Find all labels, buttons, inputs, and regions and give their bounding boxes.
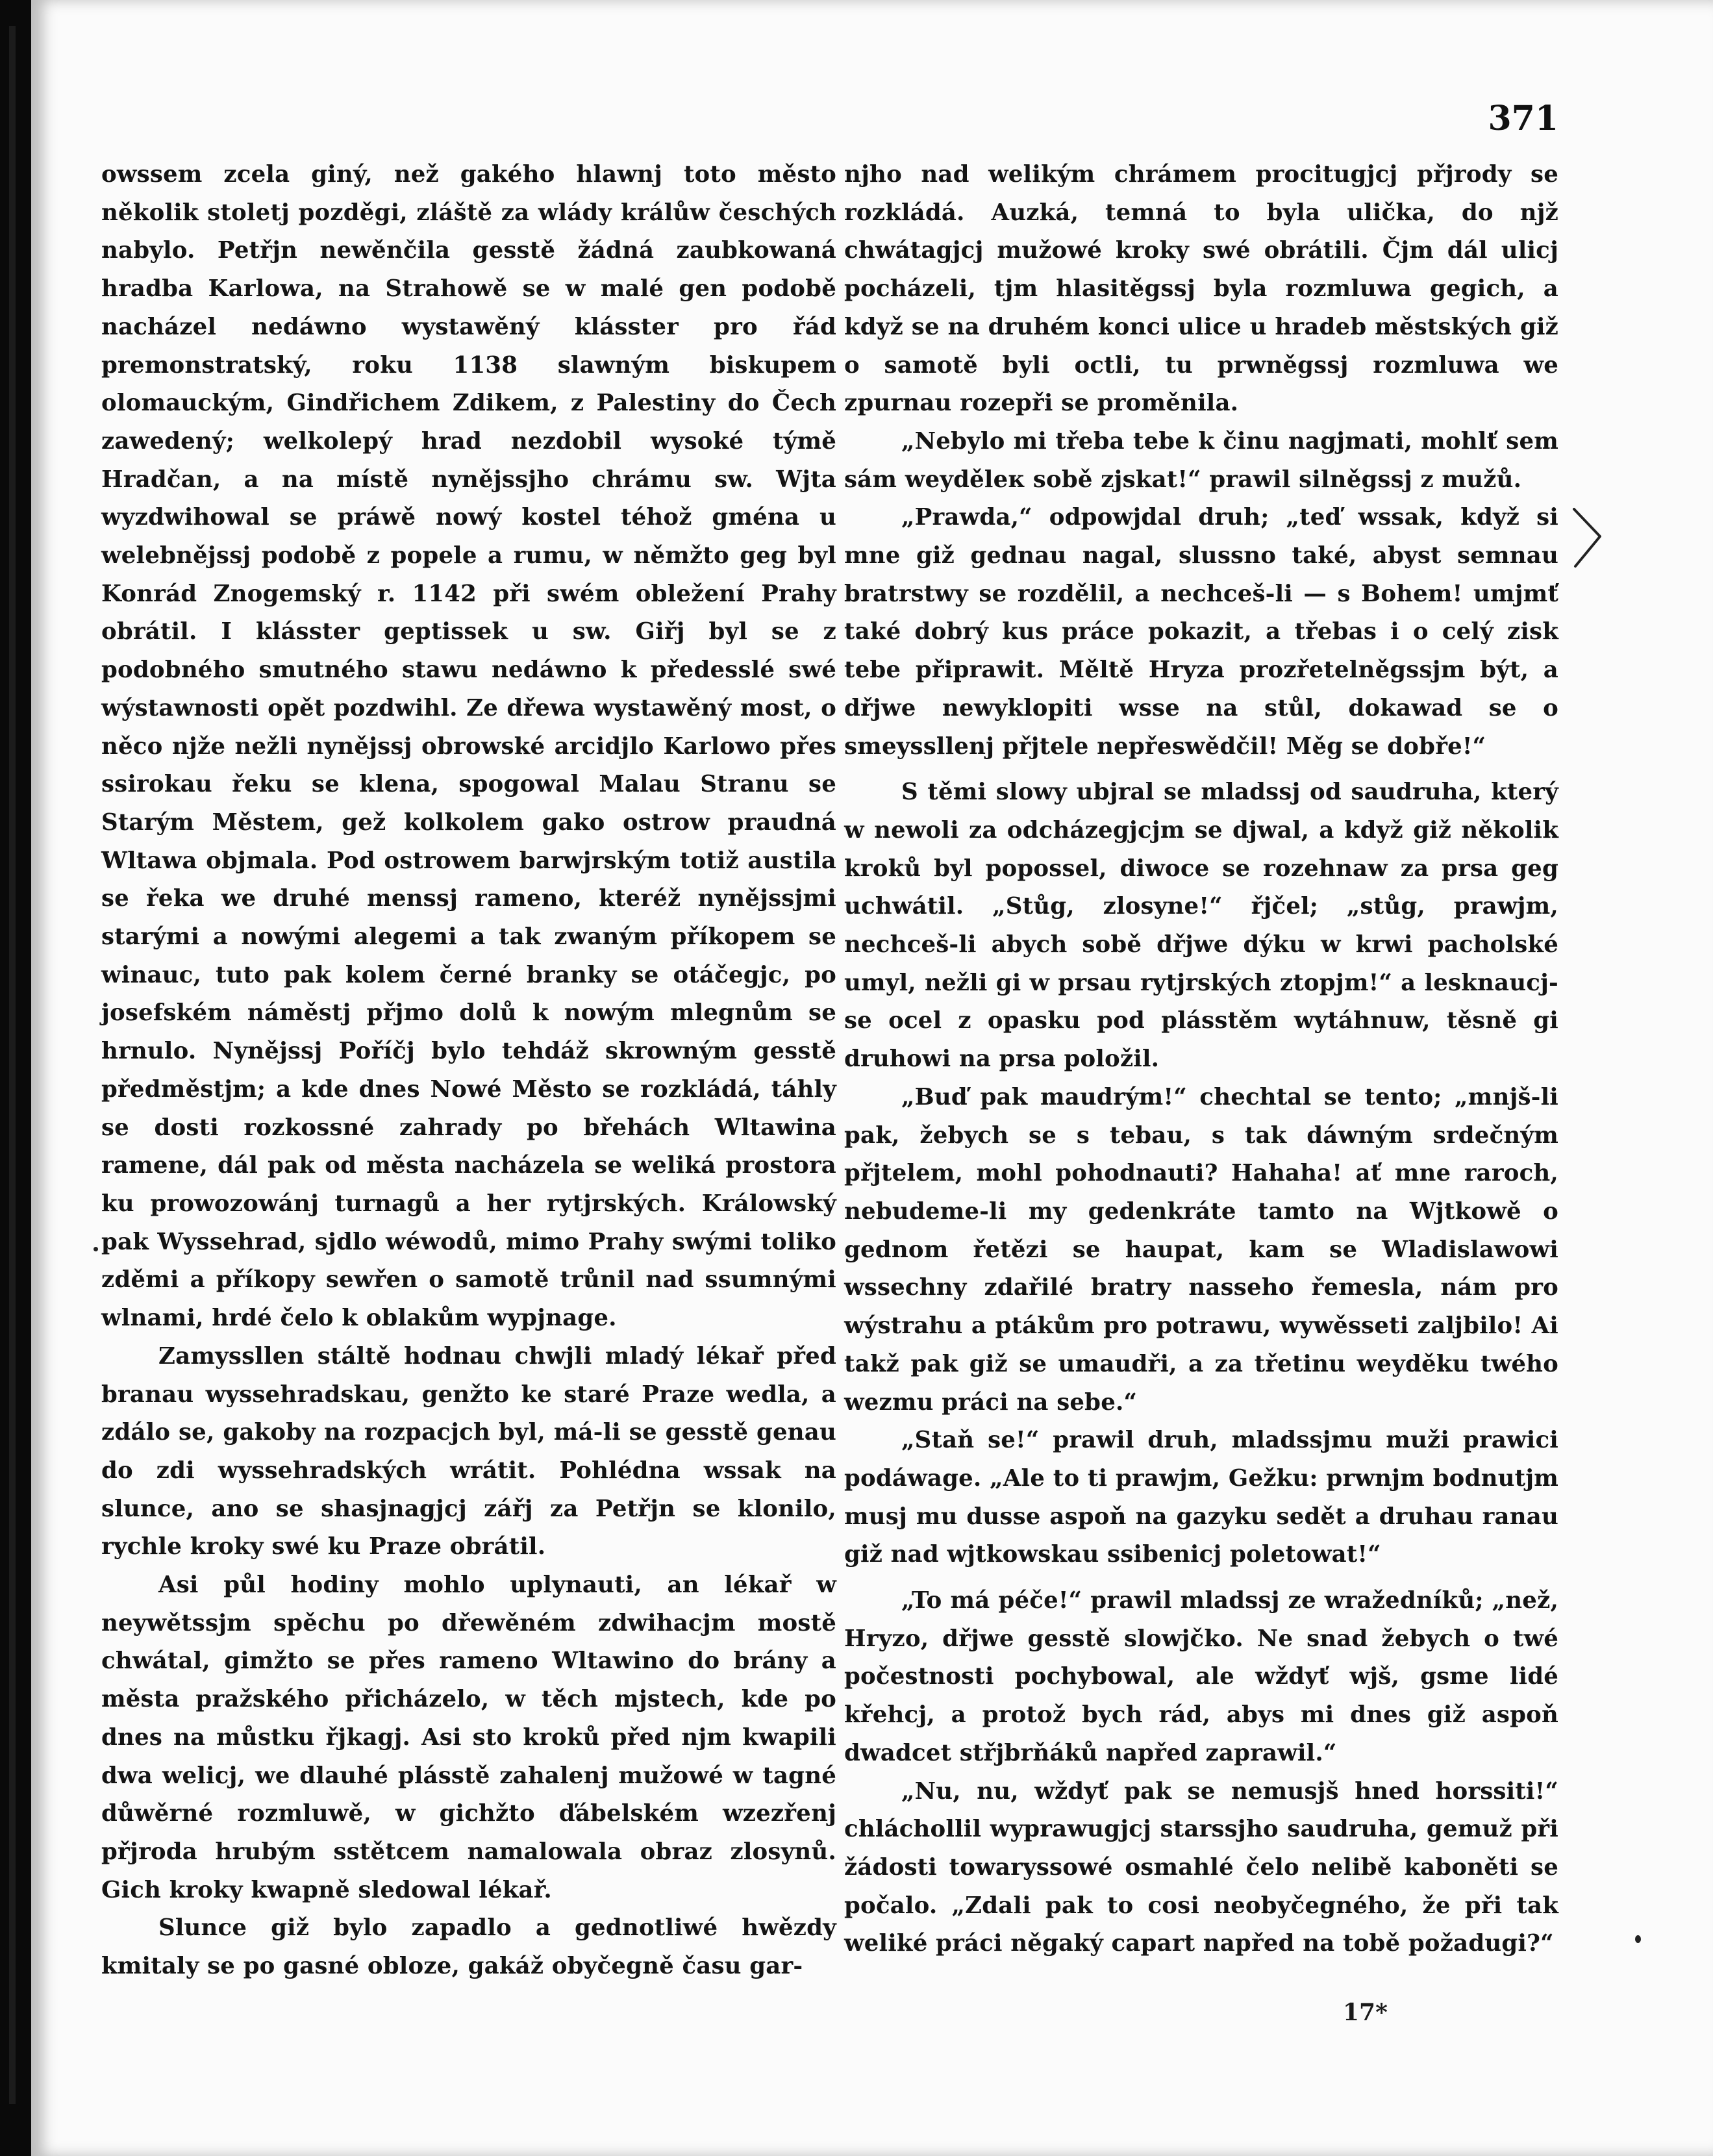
ink-speck: [1635, 1935, 1641, 1943]
handwritten-margin-mark: [1569, 505, 1608, 570]
paragraph: S těmi slowy ubjral se mladssj od saudruha, který w newoli za odcházegjcjm se djwal, a když giž několik kroků byl popossel, diwoce se rozehnaw za prsa geg uchwátil. „Stůg, zlosyne!“ řjčel; „stůg, prawjm, nechceš-li abych sobě dřjwe dýku w krwi pacholské umyl, nežli gi w prsau rytjrských ztopjm!“ a lesknaucj-se ocel z opasku pod plásstěm wytáhnuw, těsně gi druhowi na prsa položil.: [844, 779, 1558, 1073]
ink-speck: [94, 1247, 98, 1251]
left-column: [101, 156, 836, 1986]
paragraph: njho nad welikým chrámem procitugjcj přjrody se rozkládá. Auzká, temná to byla ulička, do njž chwátagjcj mužowé kroky swé obrátili. Čjm dál ulicj pocházeli, tjm hlasitěgssj byla rozmluwa gegich, a když se na druhém konci ulice u hradeb městských giž o samotě byli octli, tu prwněgssj rozmluwa we zpurnau rozepři se proměnila.: [844, 161, 1558, 417]
page-number: 371: [1488, 99, 1558, 138]
binding-shadow: [9, 26, 16, 2104]
adjacent-page-edge: [0, 0, 31, 2156]
paragraph: Slunce giž bylo zapadlo a gednotliwé hwězdy kmitaly se po gasné obloze, gakáž obyčegně času gar-: [101, 1914, 836, 1980]
paragraph: Zamyssllen stáltě hodnau chwjli mladý lékař před branau wyssehradskau, genžto ke staré Praze wedla, a zdálo se, gakoby na rozpacjch byl, má-li se gesstě genau do zdi wyssehradských wrátit. Pohlédna wssak na slunce, ano se shasjnagjcj zářj za Petřjn se klonilo, rychle kroky swé ku Praze obrátil.: [101, 1342, 836, 1561]
right-column: [844, 156, 1558, 1963]
paragraph: „To má péče!“ prawil mladssj ze wražedníků; „než, Hryzo, dřjwe gesstě slowjčko. Ne snad žebych o twé počestnosti pochybowal, ale wždyť wjš, gsme lidé křehcj, a protož bych rád, abys mi dnes giž aspoň dwadcet střjbrňáků napřed zaprawil.“: [844, 1587, 1558, 1766]
paragraph: Asi půl hodiny mohlo uplynauti, an lékař w neywětssjm spěchu po dřewěném zdwihacjm mostě chwátal, gimžto se přes rameno Wltawino do brány a města pražského přicházelo, w těch mjstech, kde po dnes na můstku řjkagj. Asi sto kroků před njm kwapili dwa welicj, we dlauhé plásstě zahalenj mužowé w tagné důwěrné rozmluwě, w gichžto ďábelském wzezřenj přjroda hrubým sstětcem namalowala obraz zlosynů. Gich kroky kwapně sledowal lékař.: [101, 1572, 836, 1903]
paragraph: „Prawda,“ odpowjdal druh; „teď wssak, když si mne giž gednau nagal, slussno také, abyst semnau bratrstwy se rozdělil, a nechceš-li — s Bohem! umjmť také dobrý kus práce pokazit, a třebas i o celý zisk tebe připrawit. Měltě Hryza prozřetelněgssjm být, a dřjwe newyklopiti wsse na stůl, dokawad se o smeyssllenj přjtele nepřeswědčil! Měg se dobře!“: [844, 504, 1558, 760]
paragraph: „Nebylo mi třeba tebe k činu nagjmati, mohlť sem sám weyděleк sobě zjskat!“ prawil silněgssj z mužů.: [844, 427, 1558, 493]
paragraph: owssem zcela giný, než gakého hlawnj toto město několik stoletj pozděgi, zláště za wlády králůw česchých nabylo. Petřjn newěnčila gesstě žádná zaubkowaná hradba Karlowa, na Strahowě se w malé gen podobě nacházel nedáwno wystawěný klásster pro řád premonstratský, roku 1138 slawným biskupem olomauckým, Gindřichem Zdikem, z Palestiny do Čech zawedený; welkolepý hrad nezdobil wysoké týmě Hradčan, a na místě nynějssjho chrámu sw. Wjta wyzdwihowal se práwě nowý kostel téhož gména u welebnějssj podobě z popele a rumu, w němžto geg byl Konrád Znogemský r. 1142 při swém obležení Prahy obrátil. I klásster geptissek u sw. Giřj byl se z podobného smutného stawu nedáwno k předesslé swé wýstawnosti opět pozdwihl. Ze dřewa wystawěný most, o něco njže nežli nynějssj obrowské arcidjlo Karlowo přes ssirokau řeku se klena, spogowal Malau Stranu se Starým Městem, gež kolkolem gako ostrow praudná Wltawa objmala. Pod ostrowem barwjrským totiž austila se řeka we druhé menssj rameno, kteréž nynějssjmi starými a nowými alegemi a tak zwaným příkopem se winauc, tuto pak kolem černé branky se otáčegjc, po josefském náměstj přjmo dolů k nowým mlegnům se hrnulo. Nynějssj Poříčj bylo tehdáž skrowným gesstě předměstjm; a kde dnes Nowé Město se rozkládá, táhly se dosti rozkossné zahrady po břehách Wltawina ramene, dál pak od města nacházela se weliká prostora ku prowozowánj turnagů a her rytjrských. Králowský pak Wyssehrad, sjdlo wéwodů, mimo Prahy swými toliko zděmi a příkopy sewřen o samotě trůnil nad ssumnými wlnami, hrdé čelo k oblakům wypjnage.: [101, 161, 836, 1332]
paragraph: „Staň se!“ prawil druh, mladssjmu muži prawici podáwage. „Ale to ti prawjm, Gežku: prwnjm bodnutjm musj mu dusse aspoň na gazyku sedět a druhau ranau giž nad wjtkowskau ssibenicj poletowat!“: [844, 1427, 1558, 1568]
paragraph: „Buď pak maudrým!“ chechtal se tento; „mnjš-li pak, žebych se s tebau, s tak dáwným srdečným přjtelem, mohl pohodnauti? Hahaha! ať mne raroch, nebudeme-li my gedenkráte tamto na Wjtkowě o gednom řetězi se haupat, kam se Wladislawowi wssechny zdařilé bratry nasseho řemesla, nám pro wýstrahu a ptákům pro potrawu, wywěssetі zaljbilo! Ai takž pak giž se umaudři, a za třetinu weyděku twého wezmu práci na sebe.“: [844, 1083, 1558, 1416]
printer-signature: 17*: [1343, 1999, 1388, 2026]
paragraph: „Nu, nu, wždyť pak se nemusjš hned horssiti!“ chláchollil wyprawugjcj starssjho saudruha, gemuž při žádosti towaryssowé osmahlé čelo nelibě kaboněti se počalo. „Zdali pak to cosi neobyčegného, že při tak weliké práci něgaký capart napřed na tobě požadugi?“: [844, 1777, 1558, 1957]
book-page: [31, 0, 1713, 2156]
